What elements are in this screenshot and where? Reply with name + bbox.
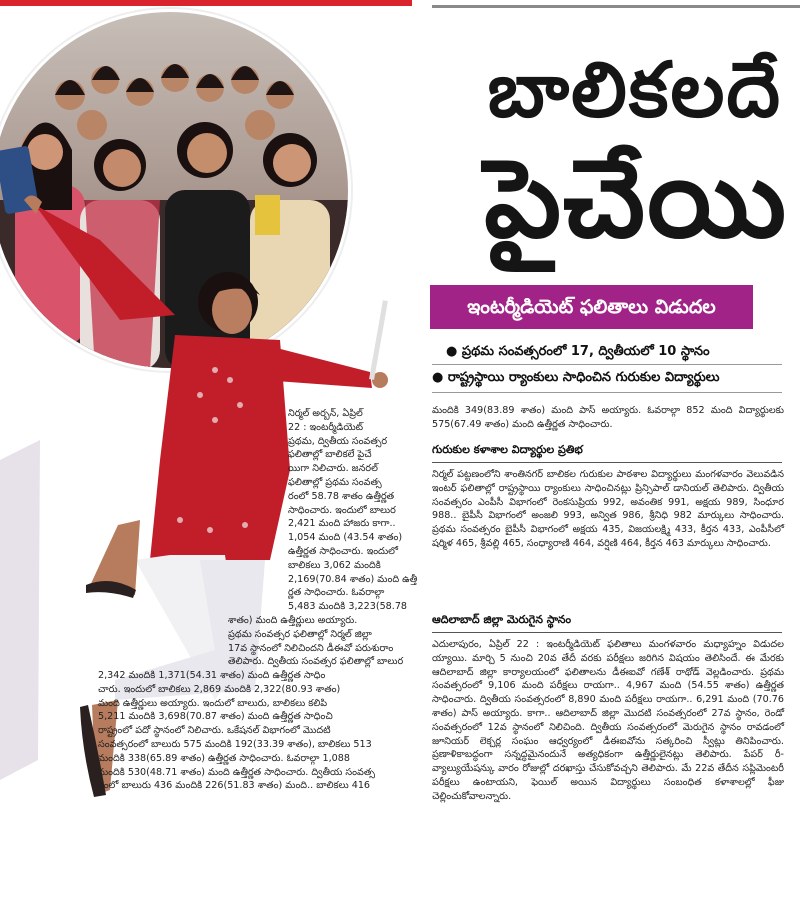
headline-line-1: బాలికలదే xyxy=(487,45,782,134)
main-story-mid xyxy=(228,614,418,669)
bullet-divider xyxy=(432,392,782,393)
bullet-second: ● రాష్ట్రస్థాయి ర్యాంకులు సాధించిన గురుకుల విద్యార్థులు xyxy=(432,370,720,385)
story-line: ప్రథమ, ద్వితీయ సంవత్సర xyxy=(288,435,388,447)
story-line: సాధించారు. ఇందులో బాలుర xyxy=(288,504,396,516)
main-story-wide xyxy=(98,669,418,793)
story-line: 2,342 మందికి 1,371(54.31 శాతం) మంది ఉత్తీర్ణత సాధిం xyxy=(98,670,326,681)
crowd-photo xyxy=(0,0,380,380)
story-line: మంది ఉత్తీర్ణులు అయ్యారు. ఇందులో బాలురు, బాలికలు కలిపి xyxy=(98,697,328,709)
story-line: తెలిపారు. ద్వితీయ సంవత్సర ఫలితాల్లో బాలుర xyxy=(228,656,404,668)
bullet-divider xyxy=(432,364,782,365)
story-line: 5,211 మందికి 3,698(70.87 శాతం) మంది ఉత్తీర్ణత సాధించి xyxy=(98,711,333,723)
story-line: రంలో 58.78 శాతం ఉత్తీర్ణత xyxy=(288,490,395,502)
gurukula-heading: గురుకుల కళాశాల విద్యార్థుల ప్రతిభ xyxy=(432,443,782,463)
story-line: బాలికలు 3,062 మందికి xyxy=(288,559,381,571)
story-line: యిగా నిలిచారు. జనరల్ xyxy=(288,463,378,475)
story-line: 22 : ఇంటర్మీడియెట్ xyxy=(288,421,364,433)
decor-band xyxy=(0,440,40,780)
story-line: రంలో బాలురు 436 మందికి 226(51.83 శాతం) మంది.. బాలికలు 416 xyxy=(98,780,371,792)
adilabad-heading: ఆదిలాబాద్ జిల్లా మెరుగైన స్థానం xyxy=(432,613,782,633)
story-line: మందికి 530(48.71 శాతం) మంది ఉత్తీర్ణత సాధించారు. ద్వితీయ సంవత్స xyxy=(98,766,375,778)
story-line: చారు. ఇందులో బాలికలు 2,869 మందికి 2,322(80.93 శాతం) xyxy=(98,683,341,695)
story-line: మందికి 338(65.89 శాతం) ఉత్తీర్ణత సాధించారు. ఓవరాల్గా 1,088 xyxy=(98,752,350,764)
bullet-first: ● ప్రథమ సంవత్సరంలో 17, ద్వితీయలో 10 స్థానం xyxy=(446,344,710,359)
story-line: సంవత్సరంలో బాలురు 575 మందికి 192(33.39 శాతం), బాలికలు 513 xyxy=(98,738,372,750)
story-line: ఫలితాల్లో బాలికలే పైచే xyxy=(288,449,372,461)
adilabad-body: ఎదులాపురం, ఏప్రిల్ 22 : ఇంటర్మీడియెట్ ఫలితాలు మంగళవారం మధ్యాహ్నం విడుదల య్యాయి. మార్చి 5 నుంచి 20వ తేదీ వరకు పరీక్షలు జరిగిన విషయం తెలిసిందే. ఈ మేరకు ఆదిలాబాద్ జిల్లా కార్యాలయంలో ఫలితాలను డీఈఐవో గణేశ్ రాథోడ్ వెల్లడించారు. ప్రథమ సంవత్సరంలో 9,106 మంది పరీక్షలు రాయగా.. 4,967 మంది (54.55 శాతం) ఉత్తీర్ణత సాధించారు. ద్వితీయ సంవత్సరంలో 8,890 మంది పరీక్షలు రాయగా.. 6,291 మంది (70.76 శాతం) పాస్ అయ్యారు. కాగా.. ఆదిలాబాద్ జిల్లా మొదటి సంవత్సరంలో 27వ స్థానం, రెండో సంవత్సరంలో 12వ స్థానంలో నిలిచింది. ద్వితీయ సంవత్సరంలో మెరుగైన స్థానం రావడంలో జూనియర్ లెక్చర్ల సంఘం ఆధ్వర్యంలో డీఈఐవోను సత్కరించి స్వీట్లు తినిపించారు. ప్రణాళికాబద్ధంగా సన్నద్ధమైనందునే అత్యధికంగా ఉత్తీర్ణులైనట్లు తెలిపారు. పేపర్ రీ-వ్యాల్యుయేషన్కు వారం రోజుల్లో దరఖాస్తు చేసుకోవచ్చని తెలిపారు. మే 22వ తేదీన సప్లిమెంటరీ పరీక్షలు ఉంటాయని, ఫెయిల్ అయిన విద్యార్థులు సంబంధిత కళాశాలల్లో ఫీజు చెల్లించుకోవాలన్నారు. xyxy=(432,639,784,802)
story-line: 17వ స్థానంలో నిలిచిందని డీఈవో పరుశురాం xyxy=(228,642,394,654)
main-story-narrow xyxy=(288,407,418,614)
headline-line-2: పైచేయి xyxy=(484,137,788,262)
subheadline-banner: ఇంటర్మీడియెట్ ఫలితాలు విడుదల xyxy=(430,285,753,329)
story-line: 2,421 మంది హాజరు కాగా.. xyxy=(288,518,396,530)
main-story-continuation: మందికి 349(83.89 శాతం) మంది పాస్ అయ్యారు. ఓవరాల్గా 852 మంది విద్యార్థులకు 575(67.49 శాతం) మంది ఉత్తీర్ణత సాధించారు. xyxy=(432,405,784,430)
story-line: 1,054 మంది (43.54 శాతం) xyxy=(288,532,403,544)
gurukula-body: నిర్మల్ పట్టణంలోని శాంతినగర్ బాలికల గురుకుల పాఠశాల విద్యార్థులు మంగళవారం వెలువడిన ఇంటర్ ఫలితాల్లో రాష్ట్రస్థాయి ర్యాంకులు సాధించినట్లు ప్రిన్సిపాల్ డానియల్ తెలిపారు. ద్వితీయ సంవత్సరం ఎంపీసీ విభాగంలో రెంకసుప్రియ 992, అవంతిక 991, అక్షయ 989, సింధూర 988.. బైపీసీ విభాగంలో అంజలి 993, అన్విత 986, శ్రీనిధి 982 మార్కులు సాధించారు. ప్రథమ సంవత్సరం బైపీసీ విభాగంలో అక్షయ 435, విజయలక్ష్మి 433, కీర్తన 433, ఎంపీసీలో షర్మిళ 465, శ్రీవల్లి 465, సంధ్యారాణి 464, వర్షిణి 464, కీర్తన 463 మార్కులు సాధించారు. xyxy=(432,469,784,549)
story-line: 2,169(70.84 శాతం) మంది ఉత్తీ xyxy=(288,573,418,585)
story-line: ప్రథమ సంవత్సర ఫలితాల్లో నిర్మల్ జిల్లా xyxy=(228,628,372,640)
story-line: శాతం) మంది ఉత్తీర్ణులు అయ్యారు. xyxy=(228,615,358,626)
story-line: రాష్ట్రంలో పదో స్థానంలో నిలిచారు. ఒకేషనల్ విభాగంలో మొదటి xyxy=(98,725,331,737)
top-grey-rule xyxy=(432,5,800,8)
story-line: ఉత్తీర్ణత సాధించారు. ఇందులో xyxy=(288,545,399,557)
story-line: ఫలితాల్లో ప్రథమ సంవత్స xyxy=(288,476,382,488)
story-line: ర్ణత సాధించారు. ఓవరాల్గా xyxy=(288,587,385,599)
story-line: నిర్మల్ అర్బన్, ఏప్రిల్ xyxy=(288,408,363,419)
story-line: 5,483 మందికి 3,223(58.78 xyxy=(288,601,408,613)
